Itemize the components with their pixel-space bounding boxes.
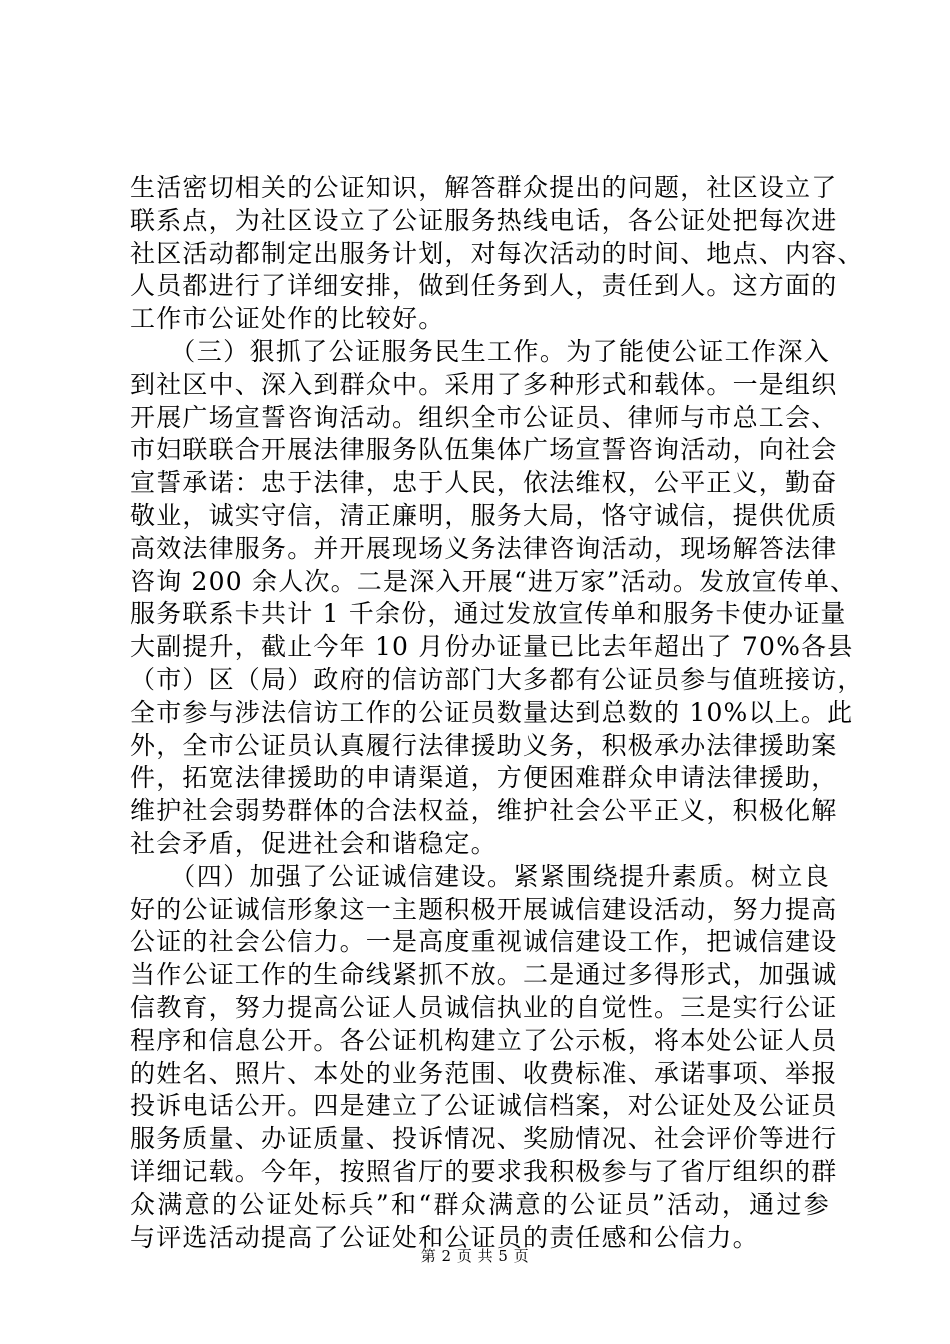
text-line: 敬业，诚实守信，清正廉明，服务大局，恪守诚信，提供优质 <box>130 500 838 530</box>
text-line: 社会矛盾，促进社会和谐稳定。 <box>130 828 497 858</box>
text-line: 外，全市公证员认真履行法律援助义务，积极承办法律援助案 <box>130 730 838 760</box>
text-line: 详细记载。今年，按照省厅的要求我积极参与了省厅组织的群 <box>130 1156 838 1186</box>
text-line: 高效法律服务。并开展现场义务法律咨询活动，现场解答法律 <box>130 533 838 563</box>
text-line: 人员都进行了详细安排，做到任务到人，责任到人。这方面的 <box>130 271 838 301</box>
text-line: 全市参与涉法信访工作的公证员数量达到总数的 10%以上。此 <box>130 697 854 727</box>
text-line: 服务质量、办证质量、投诉情况、奖励情况、社会评价等进行 <box>130 1124 838 1154</box>
text-line: 众满意的公证处标兵”和“群众满意的公证员”活动，通过参 <box>130 1189 830 1219</box>
text-line: 信教育，努力提高公证人员诚信执业的自觉性。三是实行公证 <box>130 992 838 1022</box>
text-line: 联系点，为社区设立了公证服务热线电话，各公证处把每次进 <box>130 205 838 235</box>
text-line: 工作市公证处作的比较好。 <box>130 304 445 334</box>
text-line: 件，拓宽法律援助的申请渠道，方便困难群众申请法律援助， <box>130 763 838 793</box>
text-line: 公证的社会公信力。一是高度重视诚信建设工作，把诚信建设 <box>130 927 838 957</box>
text-line: 程序和信息公开。各公证机构建立了公示板，将本处公证人员 <box>130 1025 838 1055</box>
page-number-footer: 第 2 页 共 5 页 <box>420 1247 530 1265</box>
text-line: 与评选活动提高了公证处和公证员的责任感和公信力。 <box>130 1222 759 1252</box>
text-line: 宣誓承诺：忠于法律，忠于人民，依法维权，公平正义，勤奋 <box>130 468 838 498</box>
text-line: 生活密切相关的公证知识，解答群众提出的问题，社区设立了 <box>130 173 838 202</box>
text-line: 投诉电话公开。四是建立了公证诚信档案，对公证处及公证员 <box>130 1091 838 1121</box>
text-line: 大副提升，截止今年 10 月份办证量已比去年超出了 70%各县 <box>130 632 854 662</box>
text-line: 当作公证工作的生命线紧抓不放。二是通过多得形式，加强诚 <box>130 960 838 990</box>
text-line: 咨询 200 余人次。二是深入开展“进万家”活动。发放宣传单、 <box>130 566 857 596</box>
text-line: （市）区（局）政府的信访部门大多都有公证员参与值班接访， <box>130 664 864 694</box>
text-line: 市妇联联合开展法律服务队伍集体广场宣誓咨询活动，向社会 <box>130 435 838 465</box>
text-line: 维护社会弱势群体的合法权益，维护社会公平正义，积极化解 <box>130 796 838 826</box>
text-line: 到社区中、深入到群众中。采用了多种形式和载体。一是组织 <box>130 369 838 399</box>
text-line: 开展广场宣誓咨询活动。组织全市公证员、律师与市总工会、 <box>130 402 838 432</box>
text-line: （三）狠抓了公证服务民生工作。为了能使公证工作深入 <box>130 336 830 366</box>
text-line: 的姓名、照片、本处的业务范围、收费标准、承诺事项、举报 <box>130 1058 838 1088</box>
text-line: （四）加强了公证诚信建设。紧紧围绕提升素质。树立良 <box>130 861 830 891</box>
body-text <box>130 172 864 1254</box>
text-line: 服务联系卡共计 1 千余份，通过发放宣传单和服务卡使办证量 <box>130 599 847 629</box>
text-line: 好的公证诚信形象这一主题积极开展诚信建设活动，努力提高 <box>130 894 838 924</box>
text-line: 社区活动都制定出服务计划，对每次活动的时间、地点、内容、 <box>130 238 864 268</box>
